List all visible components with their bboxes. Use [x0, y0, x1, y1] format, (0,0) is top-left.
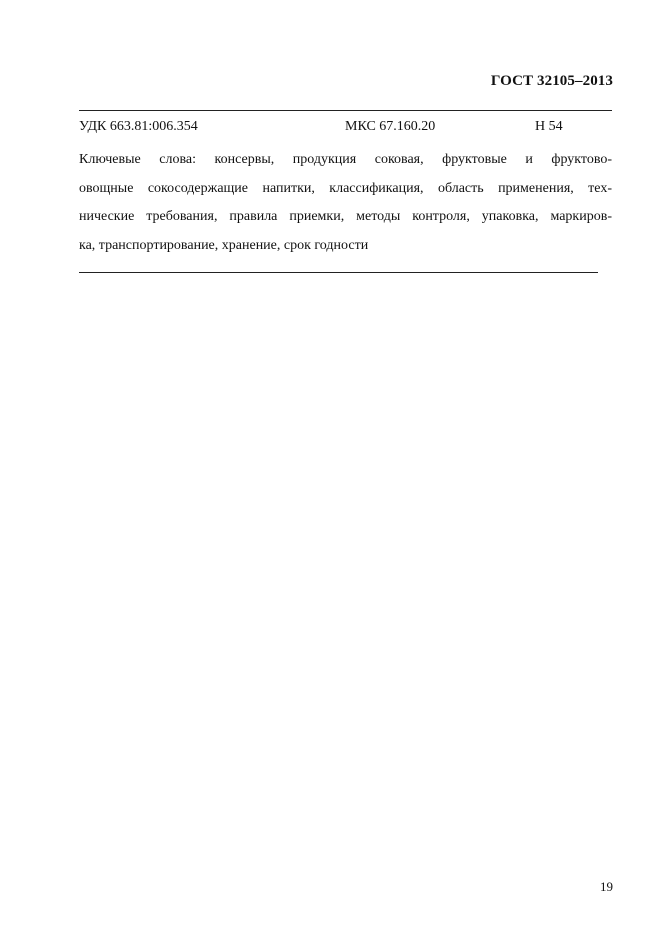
keywords-line: Ключевые слова: консервы, продукция соковая, фруктовые и фруктово- — [79, 152, 612, 167]
keywords-paragraph — [79, 146, 612, 260]
mks-code: МКС 67.160.20 — [345, 119, 436, 134]
bottom-divider — [79, 272, 598, 273]
keywords-line: овощные сокосодержащие напитки, классификация, область применения, тех- — [79, 180, 612, 196]
udk-code: УДК 663.81:006.354 — [79, 119, 198, 134]
keywords-line: ка, транспортирование, хранение, срок годности — [79, 237, 369, 253]
classification-row — [79, 119, 612, 137]
standard-code: ГОСТ 32105–2013 — [490, 73, 613, 89]
page-number: 19 — [600, 879, 613, 894]
keywords-line: нические требования, правила приемки, методы контроля, упаковка, маркиров- — [79, 209, 612, 224]
top-divider — [79, 110, 612, 111]
group-code: Н 54 — [535, 119, 563, 134]
